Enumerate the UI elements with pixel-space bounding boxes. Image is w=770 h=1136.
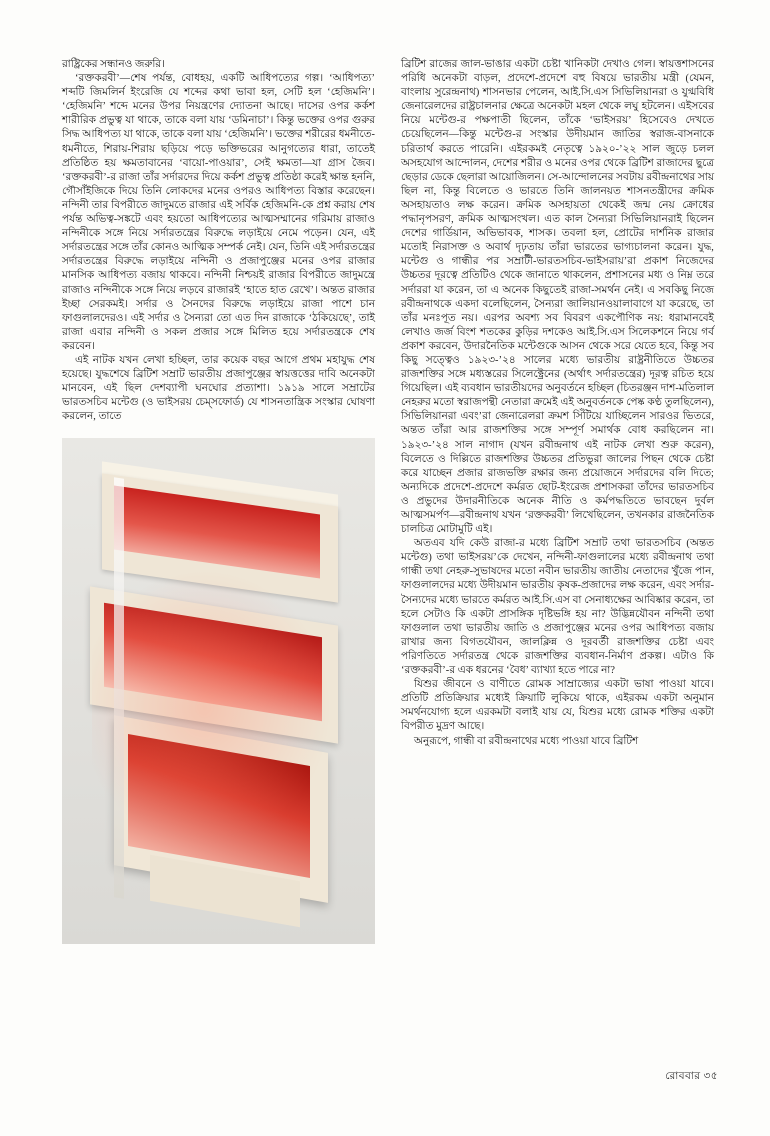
left-column [62,58,375,1084]
figure [62,438,375,944]
page-footer: রোববার ৩৫ [665,1071,718,1082]
paragraph: অতএব যদি কেউ রাজা-র মধ্যে ব্রিটিশ সম্রাট তথা ভারতসচিব (অন্তত মন্টেগু) তথা ভাইসরয়’কে দেখেন, নন্দিনী-ফাগুলালের মধ্যে রবীন্দ্রনাথ তথা গান্ধী তথা নেহরু-সুভাষদের মতো নবীন ভারতীয় জাতীয় নেতাদের খুঁজে পান, ফাগুলালদের মধ্যে উদীয়মান ভারতীয় কৃষক-প্রজাদের লক্ষ করেন, এবং সর্দার-সৈন্যদের মধ্যে ভারতে কর্মরত আই.সি.এস বা সেনাধ্যক্ষের আবিষ্কার করেন, তা হলে সেটাও কি একটা প্রাসঙ্গিক দৃষ্টিভঙ্গি হয় না? উদ্ভিন্নযৌবন নন্দিনী তথা ফাগুলাল তথা ভারতীয় জাতি ও প্রজাপুঞ্জের মনের ওপর আধিপত্য বজায় রাখার জন্য বিগতযৌবন, জালক্লিন্ন ও দূরবর্তী রাজশক্তির চেষ্টা এবং পরিণতিতে সর্দারতন্ত্র থেকে রাজশক্তির ব্যবধান-নির্মাণ প্রকল্প। এটাও কি ‘রক্তকরবী’-র এক ধরনের ‘বৈধ’ ব্যাখ্যা হতে পারে না? [401,538,714,677]
paragraph: রাষ্ট্রিকের সন্ধানও জরুরি। [62,59,165,70]
sculpture-photo [62,438,375,944]
two-column-layout [62,58,718,1084]
paragraph: ‘রক্তকরবী’—শেষ পর্যন্ত, বোধহয়, একটি আধিপত্যের গল্প। ‘আধিপত্য’ শব্দটি জিমলির্ন ইংরেজি যে শব্দের কথা ভাবা হল, সেটি হল ‘হেজিমনি’। ‘হেজিমনি’ শব্দে মনের উপর নিয়ন্ত্রণের দ্যোতনা আছে। দাসের ওপর কর্কশ শারীরিক প্রভুত্ব যা থাকে, তাকে বলা যায় ‘ডমিনাচা’। কিন্তু ভক্তের ওপর গুরুর সিদ্ধ আধিপত্য যা থাকে, তাকে বলা যায় ‘হেজিমনি’। ভক্তের শরীরের ধমনীতে-ধমনীতে, শিরায়-শিরায় ছড়িয়ে পড়ে ভক্তিভরের আনুগত্যের ধারা, তাতেই প্রতিষ্ঠিত হয় ক্ষমতাবানের ‘বায়ো-পাওয়ার’, সেই ক্ষমতা—যা গ্রাস জৈব। ‘রক্তকরবী’-র রাজা তাঁর সর্দারদের দিয়ে কর্কশ প্রভুত্ব প্রতিষ্ঠা করেই ক্ষান্ত হননি, গৌসাঁইজিকে দিয়ে তিনি লোকদের মনের ওপরও আধিপত্য বিস্তার করেছেন। নন্দিনী তার বিপরীতে জাদুমতে রাজার এই সর্বিক হেজিমনি-কে প্রশ্ন করায় শেষ পর্যন্ত অভিত্ব-সঙ্কটে এবং হয়তো আধিপত্যের আত্মসম্মানের গরিমায় রাজাও নন্দিনীকে সঙ্গে নিয়ে সর্দারতন্ত্রের বিরুদ্ধে লড়াইয়ে নেমে পড়েন। যেন, এই সর্দারতন্ত্রের সঙ্গে তাঁর কোনও আত্মিক সম্পর্ক নেই। যেন, তিনি এই সর্দারতন্ত্রের সর্দারতন্ত্রের বিরুদ্ধে লড়াইয়ে নন্দিনী ও প্রজাপুঞ্জের মনের ওপর রাজার মানসিক আধিপত্য বজায় থাকবে। নন্দিনী নিশ্চয়ই রাজার বিপরীতে জাদুমন্ত্রে রাজাও নন্দিনীকে সঙ্গে নিয়ে লড়বে রাজারই ‘হাতে হাত রেখে’। অন্তত রাজার ইচ্ছা সেরকমই। সর্দার ও সৈনদের বিরুদ্ধে লড়াইয়ে রাজা পাশে চান ফাগুলালদেরও। এই সর্দার ও সৈন্যরা তো এত দিন রাজাকে ‘ঠকিয়েছে’, তাই রাজা এবার নন্দিনী ও সকল প্রজার সঙ্গে মিলিত হয়ে সর্দারতন্ত্রকে শেষ করবেন। [62,73,375,352]
paragraph: এই নাটক যখন লেখা হচ্ছিল, তার কয়েক বছর আগে প্রথম মহাযুদ্ধ শেষ হয়েছে। যুদ্ধশেষে ব্রিটিশ সম্রাট ভারতীয় প্রজাপুঞ্জের স্বায়ত্তত্তের দাবি অনেকটা মানবেন, এই ছিল দেশব্যাপী ঘনঘোর প্রত্যাশা। ১৯১৯ সালে সম্রাটের ভারতসচিব মন্টেগু (ও ভাইসরয় চেম্সফোর্ড) যে শাসনতান্ত্রিক সংস্কার ঘোষণা করলেন, তাতে [62,354,375,423]
figure-image [62,438,375,944]
paragraph: ব্রিটিশ রাজের জাল-ভাঙার একটা চেষ্টা খানিকটা দেখাও গেল। স্বায়ত্তশাসনের পরিধি অনেকটা বাড়ল, প্রদেশে-প্রদেশে বহু বিষয়ে ভারতীয় মন্ত্রী (যেমন, বাংলায় সুরেন্দ্রনাথ) শাসনভার পেলেন, আই.সি.এস সিভিলিয়ানরা ও যুগ্মবিধি জেনারেলদের রাষ্ট্রচালনার ক্ষেত্রে অনেকটা মহল থেকে লঘু হটলেন। এইসবের নিয়ে মন্টেগু-র পক্ষপাতী ছিলেন, তাঁকে ‘ভাইসরয়’ হিসেবেও দেখতে চেয়েছিলেন—কিন্তু মন্টেগু-র সংস্কার উদীয়মান জাতির স্বরাজ-বাসনাকে চরিতার্থ করতে পারেনি। এইরকমই নেতৃত্বে ১৯২০-’২২ সাল জুড়ে চলল অসহযোগ আন্দোলন, দেশের শরীর ও মনের ওপর থেকে ব্রিটিশ রাজাদের ছুত্রে ছেড়ার ডেকে ছেলারা আয়োজিলন। সে-আন্দোলনের সবটায় রবীন্দ্রনাথের সায় ছিল না, কিন্তু বিলেতে ও ভারতে তিনি জালনয়ত শাসনতন্ত্রীদের ক্রমিক অসহায়তাও লক্ষ করেন। ক্রমিক অসহায়তা থেকেই জন্ম নেয় ক্রোধের পদ্ধানৃপসরণ, ক্রমিক আত্মসংখল। এত কাল সৈন্যরা সিভিলিয়ানরাই ছিলেন দেশের গার্ডিয়ান, অভিভাবক, শাসক। তবলা হল, প্রোটের দার্শনিক রাজার মতোই নিরাসক্ত ও অবার্থ দৃঢ়তায় তাঁরা ভারতের ভাগ্যচালনা করেন। যুদ্ধ, মন্টেগু ও গান্ধীর পর সম্রাটী-ভারতসচিব-ভাইসরায়’রা প্রকাশ নিজেদের উচ্চতর দূরত্বে প্রতিটিও থেকে জানাতে থাকলেন, প্রশাসনের মধ্য ও নিম্ন তরে সর্দাররা যা করেন, তা এ অনেক কিছুতেই রাজা-সমর্থন নেই। এ সবকিছু নিজে রবীন্দ্রনাথকে একদা বলেছিলেন, সৈন্যরা জালিয়ানওয়ালাবাগে যা করেছে, তা তাঁর মনঃপূত নয়। এরপর অবশ্য সব বিবরণ একপৌণিক নয়: ধরামানবেই লেখাও জর্জ বিংশ শতকের কুড়ির দশকেও আই.সি.এস সিলেকশনে নিয়ে গর্ব প্রকাশ করবেন, উদারনৈতিক মন্টেগুকে আসন থেকে সরে যেতে হবে, কিন্তু সব কিছু সত্ত্বেও ১৯২৩-’২৪ সালের মধ্যে ভারতীয় রাষ্ট্রনীতিতে উচ্চতর রাজশক্তির সঙ্গে মধ্যস্তরের সিলেক্ট্রেনের (অর্থাৎ সর্দারতন্ত্রের) দূরত্ব রচিত হয়ে গিয়েছিল। এই ব্যবধান ভারতীয়দের অনুবর্তনে হচ্ছিল (চিতরঞ্জন দাশ-মতিলাল নেহরুর মতো স্বরাজপন্থী নেতারা ক্রমেই এই অনুবর্তনকে পেষ্ক কণ্ঠ তুলছিলেন), সিভিলিয়ানরা এবং’রা জেনারেলরা ক্রমশ সিঁটিয়ে যাচ্ছিলেন সারওর ভিতরে, অন্তত তাঁরা আর রাজশক্তির সঙ্গে সম্পূর্ণ সমার্থক বোধ করছিলেন না। ১৯২৩-’২৪ সাল নাগাদ (যখন রবীন্দ্রনাথ এই নাটক লেখা শুরু করেন), বিলেতে ও দিল্লিতে রাজশক্তির উচ্চতর প্রতিভুরা জালের পিছন থেকে চেষ্টা করে যাচ্ছেন প্রজার রাজভক্তি রক্ষার জন্য প্রয়োজনে সর্দারদের বলি দিতে; অন্যদিকে প্রদেশে-প্রদেশে কর্মরত ছোট-ইংরেজ প্রশাসকরা তাঁদের ভারতসচিব ও প্রভুদের উদারনীতিকে অনেক নীতি ও কর্মপদ্ধতিতে ভাবছেন দুর্বল আত্মসমর্পণ—রবীন্দ্রনাথ যখন ‘রক্তকরবী’ লিখেছিলেন, তখনকার রাজনৈতিক চালচিত্র মোটামুটি এই। [401,59,714,536]
edge-highlight [114,478,124,899]
page-content [62,58,718,1084]
paragraph: অনুরূপে, গান্ধী বা রবীন্দ্রনাথের মধ্যে পাওয়া যাবে ব্রিটিশ [414,735,639,747]
right-column [401,58,714,1084]
paragraph: যিশুর জীবনে ও বাণীতে রোমক সাম্রাজ্যের একটা ভাষা পাওয়া যাবে। প্রতিটি প্রতিক্রিয়ার মধ্যেই ক্রিয়াটি লুকিয়ে থাকে, এইরকম একটা অনুমান সমর্থনযোগ্য হলে এরকমটা বলাই যায় যে, যিশুর মধ্যে রোমক শক্তির একটা বিপরীত মুদ্রণ আছে। [401,679,714,733]
